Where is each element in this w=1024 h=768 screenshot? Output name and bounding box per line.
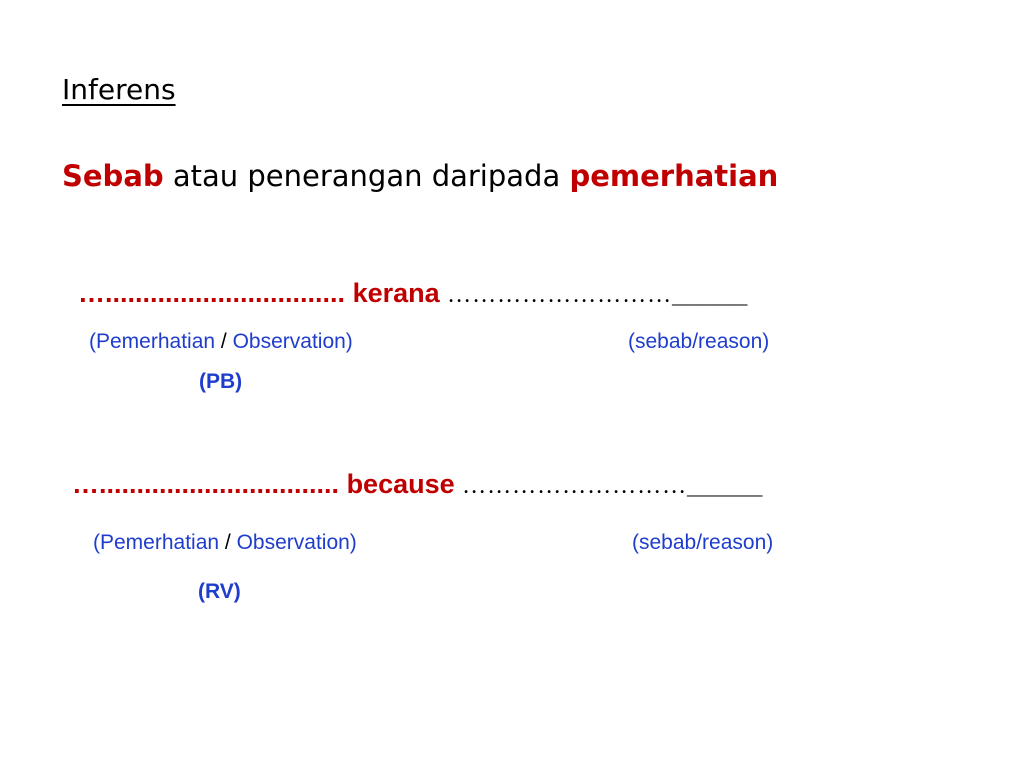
language-tag: (RV) bbox=[198, 580, 241, 603]
definition-keyword-observation: pemerhatian bbox=[569, 159, 779, 193]
connector-word: kerana bbox=[352, 278, 440, 308]
sentence-template-because bbox=[72, 467, 762, 503]
definition-keyword-cause: Sebab bbox=[62, 159, 164, 193]
observation-hint-malay: (Pemerhatian bbox=[93, 531, 220, 554]
observation-hint bbox=[89, 328, 353, 356]
definition-line bbox=[62, 155, 778, 197]
sentence-template-kerana bbox=[78, 276, 747, 312]
connector-word: because bbox=[346, 469, 455, 499]
reason-blank-line: _____ bbox=[672, 278, 748, 308]
reason-blank-dots: ……………………… bbox=[447, 282, 673, 308]
reason-hint: (sebab/reason) bbox=[632, 531, 774, 554]
reason-hint: (sebab/reason) bbox=[628, 330, 770, 353]
observation-hint-malay: (Pemerhatian bbox=[89, 330, 216, 353]
hint-slash: / bbox=[215, 330, 233, 353]
definition-middle-text: atau penerangan daripada bbox=[163, 159, 570, 193]
reason-blank-dots: ……………………… bbox=[462, 473, 688, 499]
slide-title: Inferens bbox=[62, 73, 176, 106]
observation-hint-english: Observation) bbox=[232, 330, 353, 353]
observation-blank-dots: …................................ bbox=[78, 278, 346, 308]
hint-slash: / bbox=[219, 531, 237, 554]
observation-hint-english: Observation) bbox=[236, 531, 357, 554]
observation-blank-dots: …................................ bbox=[72, 469, 340, 499]
observation-hint bbox=[93, 529, 357, 557]
reason-blank-line: _____ bbox=[687, 469, 763, 499]
language-tag: (PB) bbox=[199, 370, 243, 393]
